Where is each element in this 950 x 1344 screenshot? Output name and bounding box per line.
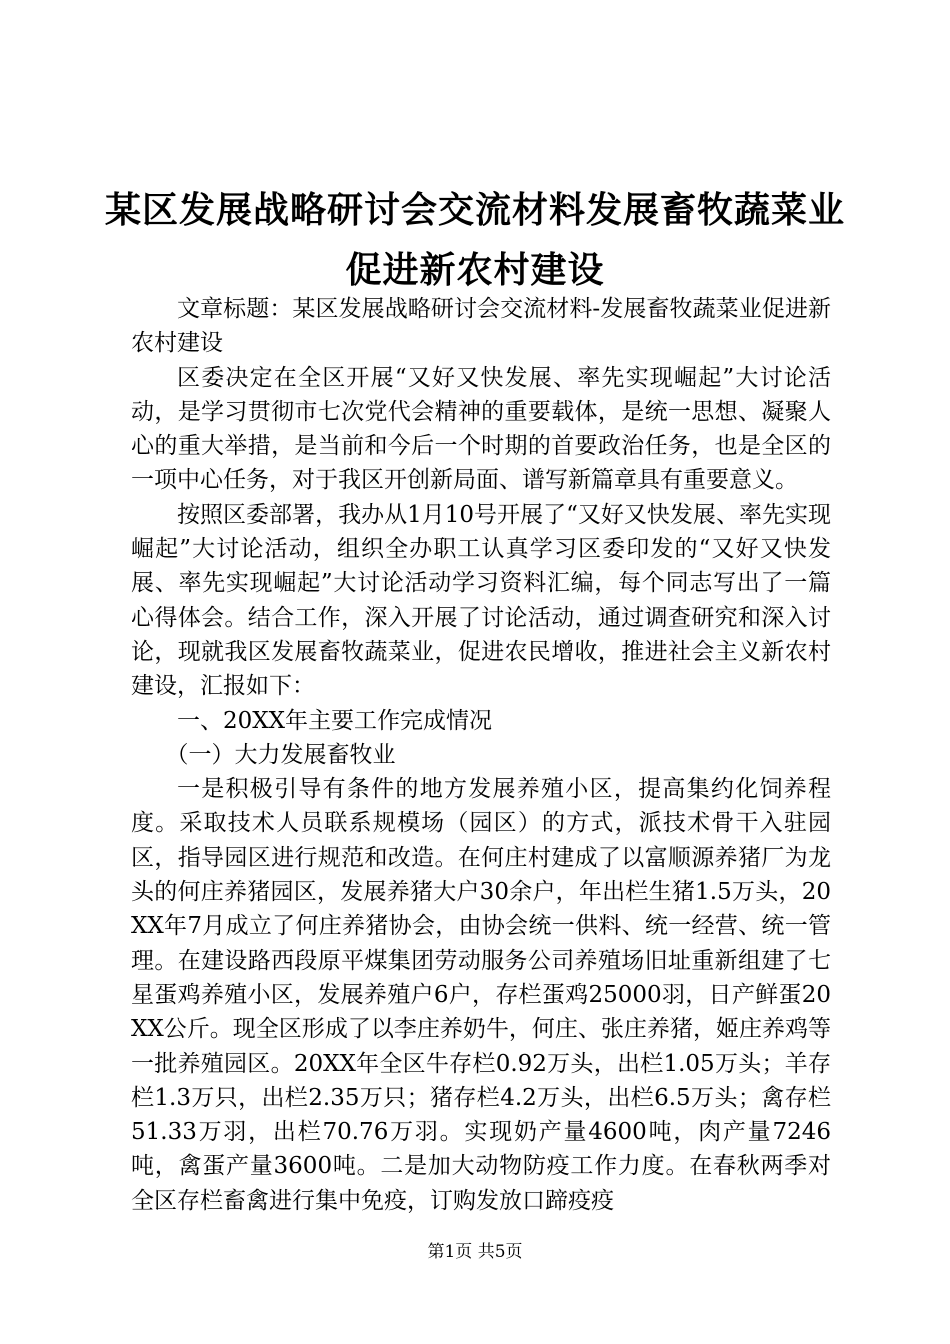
document-body	[131, 292, 831, 1218]
section-heading: 一、20XX年主要工作完成情况	[177, 707, 493, 734]
page-total: 共5页	[477, 1242, 523, 1262]
page-footer	[0, 1240, 950, 1264]
intro-paragraph: 区委决定在全区开展“又好又快发展、率先实现崛起”大讨论活动，是学习贯彻市七次党代会精神的重要载体，是统一思想、凝聚人心的重大举措，是当前和今后一个时期的首要政治任务，也是全区的一项中心任务，对于我区开创新局面、谱写新篇章具有重要意义。	[131, 364, 831, 494]
subsection-heading: （一）大力发展畜牧业	[165, 741, 396, 768]
document-title-line-2: 促进新农村建设	[345, 249, 605, 291]
activity-paragraph: 按照区委部署，我办从1月10号开展了“又好又快发展、率先实现崛起”大讨论活动，组织全办职工认真学习区委印发的“又好又快发展、率先实现崛起”大讨论活动学习资料汇编，每个同志写出了一篇心得体会。结合工作，深入开展了讨论活动，通过调查研究和深入讨论，现就我区发展畜牧蔬菜业，促进农民增收，推进社会主义新农村建设，汇报如下：	[131, 501, 831, 700]
livestock-paragraph: 一是积极引导有条件的地方发展养殖小区，提高集约化饲养程度。采取技术人员联系规模场（园区）的方式，派技术骨干入驻园区，指导园区进行规范和改造。在何庄村建成了以富顺源养猪厂为龙头的何庄养猪园区，发展养猪大户30余户，年出栏生猪1.5万头，20XX年7月成立了何庄养猪协会，由协会统一供料、统一经营、统一管理。在建设路西段原平煤集团劳动服务公司养殖场旧址重新组建了七星蛋鸡养殖小区，发展养殖户6户，存栏蛋鸡25000羽，日产鲜蛋20XX公斤。现全区形成了以李庄养奶牛，何庄、张庄养猪，姬庄养鸡等一批养殖园区。20XX年全区牛存栏0.92万头，出栏1.05万头；羊存栏1.3万只，出栏2.35万只；猪存栏4.2万头，出栏6.5万头；禽存栏51.33万羽，出栏70.76万羽。实现奶产量4600吨，肉产量7246吨，禽蛋产量3600吨。二是加大动物防疫工作力度。在春秋两季对全区存栏畜禽进行集中免疫，订购发放口蹄疫疫	[131, 776, 831, 1214]
article-title-paragraph: 文章标题：某区发展战略研讨会交流材料-发展畜牧蔬菜业促进新农村建设	[131, 296, 831, 357]
document-title-line-1: 某区发展战略研讨会交流材料发展畜牧蔬菜业	[104, 189, 845, 231]
page-number: 第1页	[427, 1242, 473, 1262]
